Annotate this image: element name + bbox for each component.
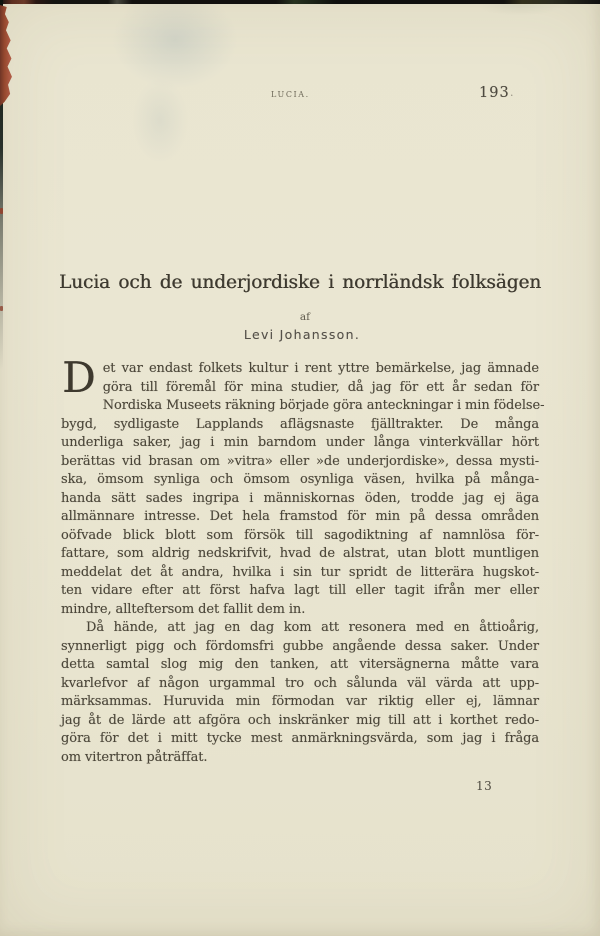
- paragraph-second-lines: [61, 619, 539, 767]
- text-line: fattare, som aldrig nedskrifvit, hvad de alstrat, utan blott muntligen: [61, 546, 539, 561]
- page-number: 193: [479, 85, 510, 101]
- text-line: allmännare intresse. Det hela framstod för min på dessa områden: [61, 509, 539, 524]
- text-line: meddelat det åt andra, hvilka i sin tur spridt de litterära hugskot-: [61, 564, 539, 580]
- text-line: bygd, sydligaste Lapplands aflägsnaste fjälltrakter. De många: [61, 416, 539, 432]
- stray-ink-dot: ·: [510, 89, 514, 102]
- text-line: detta samtal slog mig den tanken, att vitersägnerna måtte vara: [61, 657, 539, 672]
- red-paper-speck: [0, 208, 3, 214]
- running-header: LUCIA.: [271, 90, 310, 99]
- text-line: göra till föremål för mina studier, då jag för ett år sedan för: [102, 379, 539, 395]
- text-line: Då hände, att jag en dag kom att resonera med en åttioårig,: [86, 620, 539, 635]
- text-line: underliga saker, jag i min barndom under långa vinterkvällar hört: [61, 435, 539, 450]
- signature-number: 13: [476, 779, 493, 793]
- text-line: Nordiska Museets räkning började göra anteckningar i min födelse-: [102, 398, 545, 413]
- article-title: Lucia och de underjordiske i norrländsk folksägen: [58, 272, 542, 293]
- text-line: ska, ömsom synliga och ömsom osynliga väsen, hvilka på många-: [61, 472, 539, 487]
- text-line: et var endast folkets kultur i rent yttre bemärkelse, jag ämnade: [102, 361, 539, 376]
- paragraph-first-lines: [61, 353, 545, 619]
- text-line: handa sätt sades ingripa i människornas öden, trodde jag ej äga: [61, 490, 539, 506]
- scan-top-edge: [0, 0, 600, 4]
- text-line: synnerligt pigg och fördomsfri gubbe angående dessa saker. Under: [61, 638, 539, 654]
- text-line: berättas vid brasan om »vitra» eller »de underjordiske», dessa mysti-: [61, 453, 539, 469]
- body-text: [61, 353, 545, 767]
- text-line: göra för det i mitt tycke mest anmärkningsvärda, som jag i fråga: [61, 731, 539, 746]
- text-line: mindre, allteftersom det fallit dem in.: [61, 601, 306, 617]
- text-line: oöfvade blick blott som försök till sagodiktning af namnlösa för-: [61, 527, 539, 543]
- text-line: märksammas. Huruvida min förmodan var riktig eller ej, lämnar: [61, 694, 539, 709]
- author-name: Levi Johansson.: [243, 327, 361, 342]
- text-line: ten vidare efter att först hafva lagt till eller tagit ifrån mer eller: [61, 583, 539, 598]
- byline-af: af: [299, 311, 311, 323]
- drop-cap: D: [62, 353, 96, 402]
- text-line: kvarlefvor af någon urgammal tro och sålunda väl värda att upp-: [61, 675, 539, 691]
- text-line: jag åt de lärde att afgöra och inskränker mig till att i korthet redo-: [61, 712, 539, 728]
- paragraph-first: [61, 353, 545, 619]
- torn-cover-fragment: [0, 5, 13, 106]
- paragraph-second: [61, 619, 539, 767]
- text-line: om vitertron påträffat.: [61, 749, 208, 765]
